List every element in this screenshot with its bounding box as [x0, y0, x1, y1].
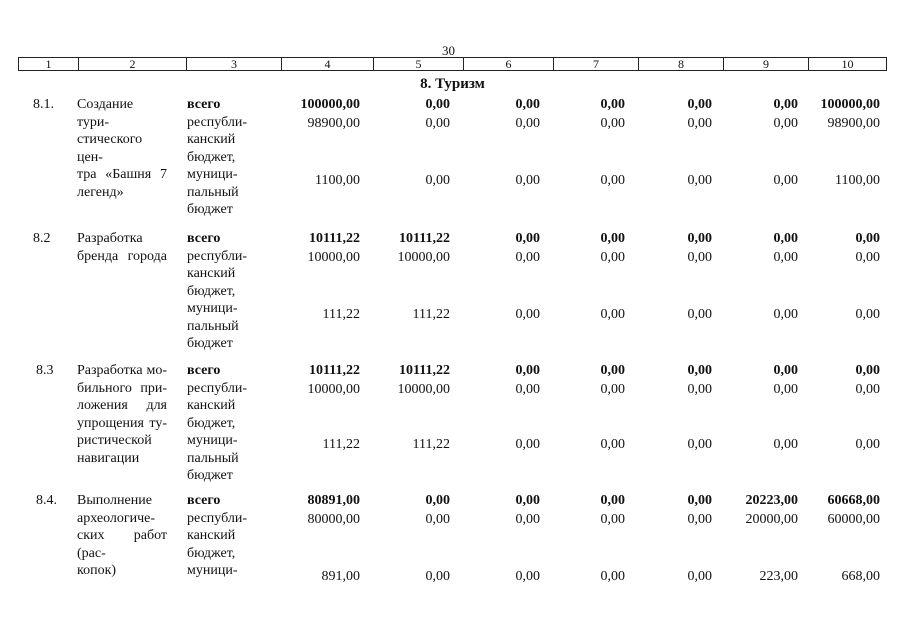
municipal-budget-value: 223,00 — [759, 569, 798, 584]
page-number: 30 — [442, 43, 455, 58]
municipal-budget-value: 0,00 — [687, 173, 712, 188]
category-line: всего — [187, 363, 221, 378]
description-line: стического цен- — [77, 132, 143, 165]
category-line: канский — [187, 528, 236, 543]
republic-budget-value: 60000,00 — [827, 512, 880, 527]
category-line: пальный — [187, 184, 239, 200]
total-value: 60668,00 — [827, 493, 880, 508]
republic-budget-value: 0,00 — [687, 116, 712, 131]
category-line: канский — [187, 266, 236, 281]
republic-budget-value: 0,00 — [687, 382, 712, 397]
category-line: бюджет, — [187, 545, 236, 561]
category-line: бюджет, — [187, 415, 236, 431]
municipal-budget-value: 0,00 — [600, 173, 625, 188]
column-header: 5 — [374, 58, 464, 71]
municipal-budget-value: 1100,00 — [835, 173, 880, 188]
republic-budget-value: 0,00 — [600, 512, 625, 527]
republic-budget-value: 10000,00 — [397, 382, 450, 397]
total-value: 10111,22 — [309, 231, 360, 246]
municipal-budget-value: 0,00 — [773, 437, 798, 452]
category-line: муници- — [187, 301, 238, 316]
category-line: муници- — [187, 167, 238, 182]
municipal-budget-value: 0,00 — [600, 437, 625, 452]
municipal-budget-value: 0,00 — [515, 437, 540, 452]
total-value: 0,00 — [773, 231, 798, 246]
total-value: 20223,00 — [745, 493, 798, 508]
total-value: 0,00 — [515, 231, 540, 246]
total-value: 10111,22 — [309, 363, 360, 378]
description-line: тра «Башня 7 — [77, 167, 167, 182]
total-value: 0,00 — [855, 231, 880, 246]
republic-budget-value: 0,00 — [687, 512, 712, 527]
municipal-budget-value: 0,00 — [515, 569, 540, 584]
total-value: 0,00 — [600, 97, 625, 112]
column-header: 4 — [282, 58, 374, 71]
category-line: бюджет — [187, 336, 233, 351]
total-value: 0,00 — [687, 97, 712, 112]
total-value: 0,00 — [687, 231, 712, 246]
republic-budget-value: 0,00 — [855, 382, 880, 397]
column-header: 2 — [79, 58, 187, 71]
republic-budget-value: 98900,00 — [827, 116, 880, 131]
municipal-budget-value: 0,00 — [425, 569, 450, 584]
total-value: 100000,00 — [820, 97, 880, 112]
row-number: 8.2 — [33, 231, 51, 246]
column-header: 8 — [639, 58, 724, 71]
table-row — [0, 362, 905, 492]
category-line: всего — [187, 493, 221, 508]
municipal-budget-value: 111,22 — [322, 437, 360, 452]
description-line: ложения для — [77, 398, 167, 413]
total-value: 0,00 — [600, 493, 625, 508]
row-description — [77, 230, 167, 265]
description-line: упрощения ту- — [77, 415, 167, 431]
description-line: Разработка мо- — [77, 363, 167, 378]
total-value: 0,00 — [773, 363, 798, 378]
municipal-budget-value: 111,22 — [412, 437, 450, 452]
category-line: бюджет, — [187, 283, 236, 299]
category-line: бюджет, — [187, 149, 236, 165]
section-title: 8. Туризм — [420, 76, 485, 92]
row-number: 8.3 — [36, 363, 54, 378]
description-line: Выполнение — [77, 493, 152, 508]
category-line: республи- — [187, 380, 247, 396]
total-value: 0,00 — [600, 363, 625, 378]
republic-budget-value: 10000,00 — [307, 250, 360, 265]
total-value: 0,00 — [425, 493, 450, 508]
category-line: всего — [187, 97, 221, 112]
table-row — [0, 230, 905, 360]
republic-budget-value: 0,00 — [600, 382, 625, 397]
total-value: 0,00 — [600, 231, 625, 246]
table-row — [0, 492, 905, 622]
category-line: пальный — [187, 450, 239, 466]
column-header: 7 — [554, 58, 639, 71]
republic-budget-value: 0,00 — [600, 250, 625, 265]
row-number: 8.1. — [33, 97, 54, 112]
total-value: 10111,22 — [399, 231, 450, 246]
column-header: 9 — [724, 58, 809, 71]
republic-budget-value: 10000,00 — [397, 250, 450, 265]
description-line: легенд» — [77, 184, 124, 200]
category-line: республи- — [187, 248, 247, 264]
total-value: 0,00 — [687, 493, 712, 508]
total-value: 100000,00 — [300, 97, 360, 112]
column-header-table — [18, 57, 887, 71]
municipal-budget-value: 0,00 — [687, 437, 712, 452]
description-line: Создание тури- — [77, 97, 134, 130]
municipal-budget-value: 891,00 — [321, 569, 360, 584]
republic-budget-value: 0,00 — [515, 512, 540, 527]
municipal-budget-value: 0,00 — [600, 569, 625, 584]
total-value: 0,00 — [773, 97, 798, 112]
municipal-budget-value: 0,00 — [773, 307, 798, 322]
description-line: бренда города — [77, 248, 167, 264]
funding-category — [187, 492, 259, 580]
republic-budget-value: 0,00 — [855, 250, 880, 265]
description-line: ских работ (рас- — [77, 528, 167, 561]
category-line: канский — [187, 398, 236, 413]
republic-budget-value: 0,00 — [687, 250, 712, 265]
republic-budget-value: 0,00 — [425, 512, 450, 527]
category-line: муници- — [187, 563, 238, 578]
total-value: 0,00 — [515, 363, 540, 378]
municipal-budget-value: 0,00 — [855, 437, 880, 452]
funding-category — [187, 362, 259, 485]
republic-budget-value: 10000,00 — [307, 382, 360, 397]
municipal-budget-value: 0,00 — [515, 173, 540, 188]
description-line: Разработка — [77, 231, 143, 246]
total-value: 0,00 — [515, 97, 540, 112]
municipal-budget-value: 0,00 — [425, 173, 450, 188]
description-line: навигации — [77, 450, 140, 466]
municipal-budget-value: 1100,00 — [315, 173, 360, 188]
funding-category — [187, 96, 259, 219]
total-value: 0,00 — [515, 493, 540, 508]
republic-budget-value: 0,00 — [773, 250, 798, 265]
republic-budget-value: 0,00 — [515, 250, 540, 265]
municipal-budget-value: 0,00 — [773, 173, 798, 188]
total-value: 0,00 — [425, 97, 450, 112]
republic-budget-value: 0,00 — [515, 116, 540, 131]
category-line: канский — [187, 132, 236, 147]
description-line: бильного при- — [77, 380, 167, 396]
municipal-budget-value: 111,22 — [412, 307, 450, 322]
republic-budget-value: 0,00 — [773, 116, 798, 131]
municipal-budget-value: 0,00 — [687, 569, 712, 584]
column-header: 10 — [809, 58, 887, 71]
category-line: всего — [187, 231, 221, 246]
category-line: республи- — [187, 114, 247, 130]
republic-budget-value: 98900,00 — [307, 116, 360, 131]
total-value: 80891,00 — [307, 493, 360, 508]
category-line: пальный — [187, 318, 239, 334]
municipal-budget-value: 0,00 — [687, 307, 712, 322]
municipal-budget-value: 0,00 — [515, 307, 540, 322]
municipal-budget-value: 668,00 — [841, 569, 880, 584]
municipal-budget-value: 0,00 — [855, 307, 880, 322]
category-line: бюджет — [187, 202, 233, 217]
row-description — [77, 492, 167, 580]
funding-category — [187, 230, 259, 353]
column-header: 3 — [187, 58, 282, 71]
description-line: археологиче- — [77, 510, 156, 526]
total-value: 0,00 — [855, 363, 880, 378]
total-value: 10111,22 — [399, 363, 450, 378]
row-number: 8.4. — [36, 493, 57, 508]
table-row — [0, 96, 905, 226]
total-value: 0,00 — [687, 363, 712, 378]
republic-budget-value: 20000,00 — [745, 512, 798, 527]
column-header: 1 — [19, 58, 79, 71]
category-line: республи- — [187, 510, 247, 526]
republic-budget-value: 0,00 — [515, 382, 540, 397]
row-description — [77, 362, 167, 467]
municipal-budget-value: 111,22 — [322, 307, 360, 322]
republic-budget-value: 0,00 — [425, 116, 450, 131]
row-description — [77, 96, 167, 201]
republic-budget-value: 0,00 — [773, 382, 798, 397]
description-line: копок) — [77, 563, 117, 578]
description-line: ристической — [77, 433, 152, 448]
republic-budget-value: 0,00 — [600, 116, 625, 131]
column-header: 6 — [464, 58, 554, 71]
category-line: муници- — [187, 433, 238, 448]
municipal-budget-value: 0,00 — [600, 307, 625, 322]
category-line: бюджет — [187, 468, 233, 483]
republic-budget-value: 80000,00 — [307, 512, 360, 527]
